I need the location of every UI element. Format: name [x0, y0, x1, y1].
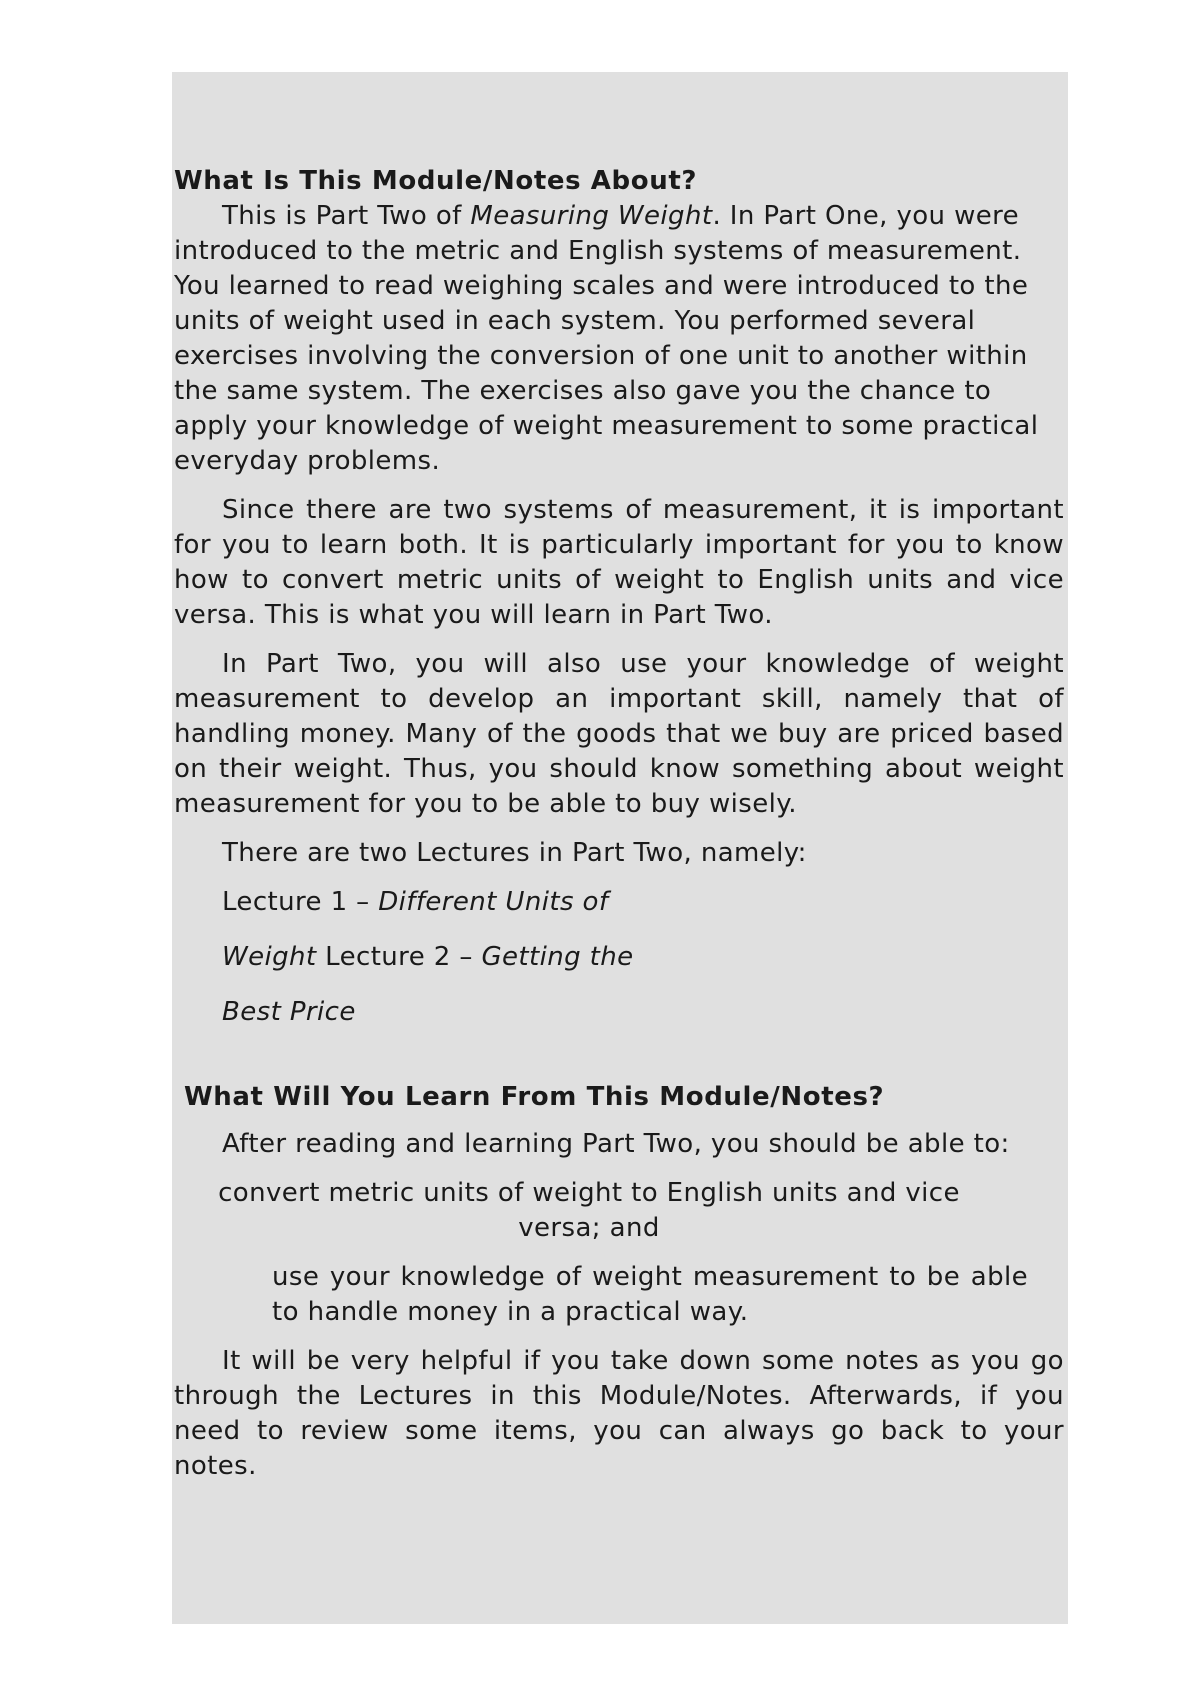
paragraph-objectives-intro: After reading and learning Part Two, you should be able to:	[222, 1129, 1010, 1159]
paragraph-handling-money: In Part Two, you will also use your knowledge of weight measurement to develop an important skill, namely that of handling money. Many of the goods that we buy are priced based on their weight. Thus, you should know something about weight measurement for you to be able to buy wisely.	[174, 649, 1064, 819]
objective-convert-units	[174, 1176, 1004, 1246]
intro-text-start: This is Part Two of	[222, 201, 471, 231]
module-title: Measuring Weight	[470, 201, 713, 231]
lecture-2-title-part: Getting the	[481, 942, 634, 972]
lecture-1-title-end: Weight	[222, 942, 317, 972]
lecture-2-label: Lecture 2 –	[316, 942, 482, 972]
intro-text-rest: . In Part One, you were introduced to the metric and English systems of measurement. You learned to read weighing scales and were introduced to the units of weight used in each system. You performed several exercises involving the conversion of one unit to another within the same system. The exercises also gave you the chance to apply your knowledge of weight measurement to some practical everyday problems.	[174, 201, 1039, 476]
page-content	[172, 72, 1068, 1624]
paragraph-two-systems: Since there are two systems of measurement, it is important for you to learn both. It is particularly important for you to know how to convert metric units of weight to English units and vice versa. This is what you will learn in Part Two.	[174, 495, 1064, 630]
paragraph-intro	[174, 199, 1064, 479]
objective-handle-money: use your knowledge of weight measurement to be able to handle money in a practical way.	[272, 1262, 1028, 1327]
lecture-1-title-part: Different Units of	[378, 887, 609, 917]
section-heading-learn: What Will You Learn From This Module/Notes?	[184, 1082, 885, 1112]
lecture-line-3	[174, 995, 1064, 1030]
objective-1-line-2: versa; and	[518, 1213, 660, 1243]
paragraph-take-notes: It will be very helpful if you take down some notes as you go through the Lectures in this Module/Notes. Afterwards, if you need to review some items, you can always go back to your notes.	[174, 1346, 1064, 1481]
lecture-line-1	[174, 885, 1064, 920]
lecture-2-title-end: Best Price	[222, 997, 356, 1027]
lecture-line-2	[174, 940, 1064, 975]
section-heading-about: What Is This Module/Notes About?	[174, 166, 698, 196]
lecture-1-label: Lecture 1 –	[222, 887, 379, 917]
paragraph-lectures-intro: There are two Lectures in Part Two, namely:	[222, 838, 807, 868]
objective-1-line-1: convert metric units of weight to English units and vice	[218, 1178, 960, 1208]
